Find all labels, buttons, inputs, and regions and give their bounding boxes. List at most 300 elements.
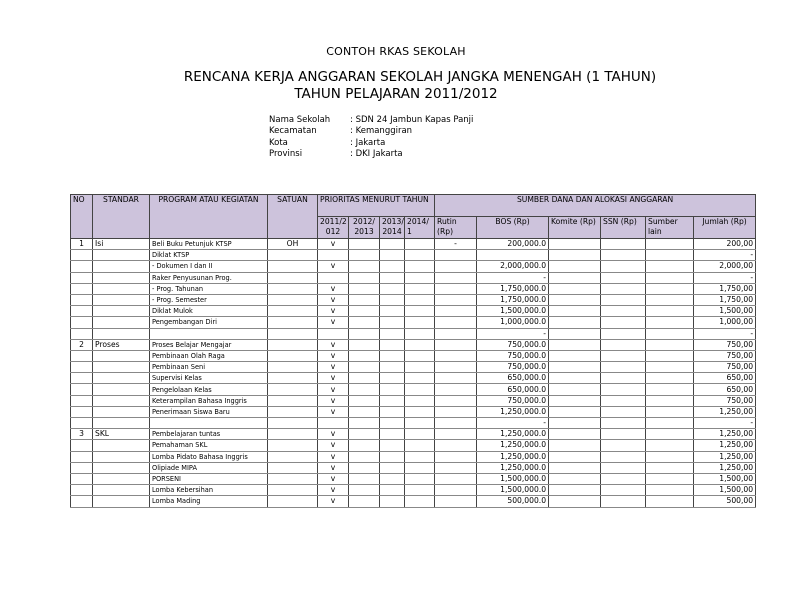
cell-komite [549,350,601,361]
cell-year-2013 [380,406,405,417]
cell-year-2013 [380,362,405,373]
cell-standar [93,451,150,462]
cell-standar [93,395,150,406]
cell-ssn [601,283,646,294]
table-row [71,418,756,429]
cell-komite [549,496,601,507]
cell-jumlah: 750,00 [694,362,756,373]
cell-rutin [435,384,477,395]
cell-komite [549,429,601,440]
cell-jumlah: 750,00 [694,339,756,350]
table-row [71,362,756,373]
cell-satuan [268,406,318,417]
table-row [71,462,756,473]
cell-standar [93,306,150,317]
cell-no [71,317,93,328]
cell-program: Diklat KTSP [150,250,268,261]
cell-standar [93,250,150,261]
cell-year-2014 [405,272,435,283]
cell-year-2013 [380,272,405,283]
cell-year-2012 [349,473,380,484]
cell-year-2012 [349,317,380,328]
cell-bos [477,250,549,261]
info-label: Provinsi [269,148,303,159]
cell-program: Lomba Pidato Bahasa Inggris [150,451,268,462]
cell-year-2013 [380,306,405,317]
cell-year-2012 [349,451,380,462]
cell-program: - Prog. Semester [150,294,268,305]
cell-year-2014 [405,261,435,272]
table-row [71,272,756,283]
cell-no [71,373,93,384]
cell-bos: 1,250,000.0 [477,451,549,462]
cell-no [71,496,93,507]
cell-standar: Proses [93,339,150,350]
cell-program: - Prog. Tahunan [150,283,268,294]
cell-sumber-lain [646,462,694,473]
cell-no [71,294,93,305]
cell-satuan [268,272,318,283]
cell-jumlah: 1,250,00 [694,451,756,462]
cell-standar [93,440,150,451]
cell-komite [549,328,601,339]
cell-satuan [268,317,318,328]
cell-ssn [601,384,646,395]
table-row [71,451,756,462]
cell-standar [93,496,150,507]
cell-bos: 1,000,000.0 [477,317,549,328]
cell-komite [549,406,601,417]
table-row [71,250,756,261]
cell-satuan [268,350,318,361]
cell-satuan [268,496,318,507]
cell-sumber-lain [646,440,694,451]
cell-no [71,328,93,339]
cell-ssn [601,306,646,317]
table-row [71,317,756,328]
cell-bos: 200,000.0 [477,239,549,250]
cell-no [71,418,93,429]
cell-jumlah: 1,250,00 [694,429,756,440]
cell-komite [549,373,601,384]
cell-jumlah: 1,250,00 [694,462,756,473]
cell-no [71,250,93,261]
cell-bos: 1,250,000.0 [477,440,549,451]
cell-year-2014 [405,239,435,250]
cell-year-2013 [380,473,405,484]
cell-komite [549,362,601,373]
cell-year-2011: v [318,406,349,417]
header-jumlah: Jumlah (Rp) [694,217,756,239]
cell-ssn [601,294,646,305]
cell-year-2012 [349,384,380,395]
cell-sumber-lain [646,350,694,361]
cell-jumlah: 750,00 [694,350,756,361]
cell-bos: 1,750,000.0 [477,283,549,294]
cell-year-2012 [349,239,380,250]
cell-sumber-lain [646,317,694,328]
cell-komite [549,283,601,294]
document-title: RENCANA KERJA ANGGARAN SEKOLAH JANGKA MENENGAH (1 TAHUN) [183,69,657,85]
cell-year-2014 [405,328,435,339]
cell-ssn [601,440,646,451]
cell-sumber-lain [646,406,694,417]
cell-rutin [435,451,477,462]
header-year-2014: 2014/ 1 [405,217,435,239]
cell-komite [549,239,601,250]
cell-year-2012 [349,250,380,261]
cell-no [71,473,93,484]
cell-jumlah: - [694,418,756,429]
cell-standar [93,418,150,429]
cell-year-2012 [349,496,380,507]
cell-year-2013 [380,317,405,328]
cell-bos: 650,000.0 [477,373,549,384]
cell-program: Pengelolaan Kelas [150,384,268,395]
cell-standar [93,272,150,283]
cell-bos: 1,250,000.0 [477,462,549,473]
cell-komite [549,317,601,328]
table-row [71,350,756,361]
cell-year-2011: v [318,294,349,305]
cell-rutin [435,485,477,496]
cell-jumlah: 1,500,00 [694,473,756,484]
info-value: : DKI Jakarta [350,148,403,159]
cell-year-2014 [405,429,435,440]
cell-sumber-lain [646,496,694,507]
cell-year-2011: v [318,261,349,272]
cell-year-2012 [349,373,380,384]
cell-bos: 1,500,000.0 [477,485,549,496]
cell-program: Penerimaan Siswa Baru [150,406,268,417]
cell-program: Supervisi Kelas [150,373,268,384]
table-row [71,339,756,350]
table-row [71,373,756,384]
cell-bos: - [477,328,549,339]
cell-year-2014 [405,440,435,451]
cell-standar [93,350,150,361]
cell-year-2012 [349,485,380,496]
cell-program: Diklat Mulok [150,306,268,317]
cell-no [71,362,93,373]
cell-jumlah: 2,000,00 [694,261,756,272]
cell-year-2011: v [318,473,349,484]
cell-sumber-lain [646,384,694,395]
cell-rutin [435,283,477,294]
cell-ssn [601,362,646,373]
cell-year-2013 [380,373,405,384]
cell-program: Lomba Kebersihan [150,485,268,496]
cell-sumber-lain [646,283,694,294]
cell-satuan [268,328,318,339]
table-header [71,195,756,239]
cell-year-2013 [380,451,405,462]
cell-year-2014 [405,406,435,417]
table-row [71,429,756,440]
cell-satuan [268,429,318,440]
cell-ssn [601,328,646,339]
cell-rutin [435,395,477,406]
cell-satuan [268,418,318,429]
school-info [269,115,473,160]
cell-year-2014 [405,373,435,384]
header-ssn: SSN (Rp) [601,217,646,239]
cell-komite [549,339,601,350]
cell-jumlah: 200,00 [694,239,756,250]
table-row [71,328,756,339]
cell-program: Pembinaan Olah Raga [150,350,268,361]
cell-satuan [268,395,318,406]
cell-rutin [435,440,477,451]
cell-komite [549,462,601,473]
cell-standar [93,462,150,473]
cell-year-2014 [405,362,435,373]
cell-satuan: OH [268,239,318,250]
cell-sumber-lain [646,294,694,305]
cell-rutin [435,261,477,272]
cell-year-2011: v [318,485,349,496]
header-year-2013: 2013/ 2014 [380,217,405,239]
cell-ssn [601,339,646,350]
header-standar: STANDAR [93,195,150,239]
cell-no [71,306,93,317]
budget-table [70,194,756,508]
cell-sumber-lain [646,328,694,339]
cell-ssn [601,261,646,272]
cell-jumlah: - [694,328,756,339]
header-komite: Komite (Rp) [549,217,601,239]
cell-year-2012 [349,294,380,305]
info-label: Nama Sekolah [269,115,331,125]
cell-year-2014 [405,395,435,406]
cell-sumber-lain [646,429,694,440]
cell-satuan [268,485,318,496]
cell-satuan [268,283,318,294]
cell-jumlah: 750,00 [694,395,756,406]
cell-satuan [268,462,318,473]
cell-standar [93,328,150,339]
cell-year-2014 [405,462,435,473]
cell-year-2012 [349,362,380,373]
cell-year-2013 [380,462,405,473]
cell-program: Olipiade MIPA [150,462,268,473]
cell-satuan [268,339,318,350]
table-row [71,239,756,250]
cell-ssn [601,250,646,261]
cell-bos: 750,000.0 [477,362,549,373]
cell-sumber-lain [646,339,694,350]
cell-no [71,283,93,294]
cell-komite [549,440,601,451]
cell-year-2011 [318,250,349,261]
cell-satuan [268,473,318,484]
cell-year-2014 [405,451,435,462]
cell-standar [93,406,150,417]
cell-year-2011: v [318,462,349,473]
cell-year-2012 [349,440,380,451]
cell-ssn [601,395,646,406]
cell-sumber-lain [646,418,694,429]
cell-year-2014 [405,250,435,261]
header-year-2012: 2012/ 2013 [349,217,380,239]
cell-ssn [601,239,646,250]
cell-year-2011: v [318,362,349,373]
cell-satuan [268,261,318,272]
cell-bos: 1,500,000.0 [477,306,549,317]
cell-year-2014 [405,384,435,395]
cell-komite [549,272,601,283]
cell-year-2011: v [318,350,349,361]
cell-rutin: - [435,239,477,250]
cell-satuan [268,451,318,462]
cell-year-2012 [349,350,380,361]
header-bos: BOS (Rp) [477,217,549,239]
cell-standar [93,261,150,272]
cell-sumber-lain [646,395,694,406]
cell-ssn [601,418,646,429]
cell-year-2014 [405,496,435,507]
cell-program: Pengembangan Diri [150,317,268,328]
cell-program [150,328,268,339]
cell-program: Pembelajaran tuntas [150,429,268,440]
cell-rutin [435,429,477,440]
cell-program: Lomba Mading [150,496,268,507]
cell-rutin [435,339,477,350]
header-rutin: Rutin (Rp) [435,217,477,239]
cell-year-2014 [405,339,435,350]
cell-bos: - [477,272,549,283]
cell-rutin [435,294,477,305]
cell-komite [549,473,601,484]
cell-satuan [268,306,318,317]
cell-bos: 750,000.0 [477,339,549,350]
cell-komite [549,485,601,496]
table-row [71,473,756,484]
cell-program: - Dokumen I dan II [150,261,268,272]
cell-year-2013 [380,283,405,294]
cell-rutin [435,350,477,361]
cell-year-2013 [380,440,405,451]
info-row-school [269,115,473,126]
cell-ssn [601,350,646,361]
cell-year-2012 [349,283,380,294]
header-program: PROGRAM ATAU KEGIATAN [150,195,268,239]
cell-year-2014 [405,418,435,429]
cell-no: 2 [71,339,93,350]
document-heading: CONTOH RKAS SEKOLAH [326,45,466,58]
cell-rutin [435,473,477,484]
cell-no [71,395,93,406]
cell-rutin [435,496,477,507]
cell-year-2012 [349,339,380,350]
info-label: Kecamatan [269,126,317,137]
cell-sumber-lain [646,261,694,272]
cell-komite [549,294,601,305]
cell-year-2013 [380,294,405,305]
cell-year-2013 [380,328,405,339]
cell-year-2012 [349,429,380,440]
cell-rutin [435,250,477,261]
cell-year-2011: v [318,306,349,317]
table-row [71,294,756,305]
cell-year-2013 [380,418,405,429]
cell-year-2012 [349,406,380,417]
cell-ssn [601,272,646,283]
cell-no [71,261,93,272]
cell-year-2013 [380,395,405,406]
cell-sumber-lain [646,473,694,484]
cell-bos: - [477,418,549,429]
cell-year-2014 [405,473,435,484]
cell-satuan [268,294,318,305]
cell-satuan [268,250,318,261]
cell-year-2012 [349,418,380,429]
cell-ssn [601,496,646,507]
cell-no [71,406,93,417]
cell-bos: 1,250,000.0 [477,406,549,417]
cell-year-2012 [349,306,380,317]
cell-no [71,272,93,283]
cell-komite [549,395,601,406]
cell-year-2013 [380,250,405,261]
info-label: Kota [269,137,288,148]
cell-year-2012 [349,395,380,406]
table-row [71,283,756,294]
cell-program: Proses Belajar Mengajar [150,339,268,350]
info-value: : Kemanggiran [350,126,413,137]
cell-no [71,485,93,496]
cell-sumber-lain [646,306,694,317]
cell-year-2011: v [318,395,349,406]
cell-year-2011: v [318,384,349,395]
cell-year-2011 [318,272,349,283]
cell-year-2013 [380,429,405,440]
table-body [71,239,756,508]
cell-year-2014 [405,283,435,294]
cell-year-2011: v [318,429,349,440]
cell-bos: 2,000,000.0 [477,261,549,272]
cell-year-2011: v [318,440,349,451]
info-value: : SDN 24 Jambun Kapas Panji [350,115,474,125]
cell-program: Pemahaman SKL [150,440,268,451]
cell-program [150,418,268,429]
cell-sumber-lain [646,250,694,261]
cell-bos: 750,000.0 [477,350,549,361]
cell-komite [549,250,601,261]
cell-rutin [435,406,477,417]
cell-ssn [601,451,646,462]
cell-jumlah: 650,00 [694,384,756,395]
cell-standar [93,485,150,496]
cell-year-2014 [405,350,435,361]
cell-year-2012 [349,261,380,272]
info-row-province [269,149,473,160]
cell-komite [549,384,601,395]
table-row [71,485,756,496]
cell-ssn [601,485,646,496]
cell-jumlah: - [694,272,756,283]
cell-komite [549,261,601,272]
info-value: : Jakarta [350,137,386,148]
cell-sumber-lain [646,373,694,384]
cell-jumlah: 1,250,00 [694,440,756,451]
cell-year-2013 [380,261,405,272]
cell-standar [93,283,150,294]
cell-jumlah: 1,250,00 [694,406,756,417]
cell-year-2014 [405,485,435,496]
cell-rutin [435,317,477,328]
table-row [71,496,756,507]
